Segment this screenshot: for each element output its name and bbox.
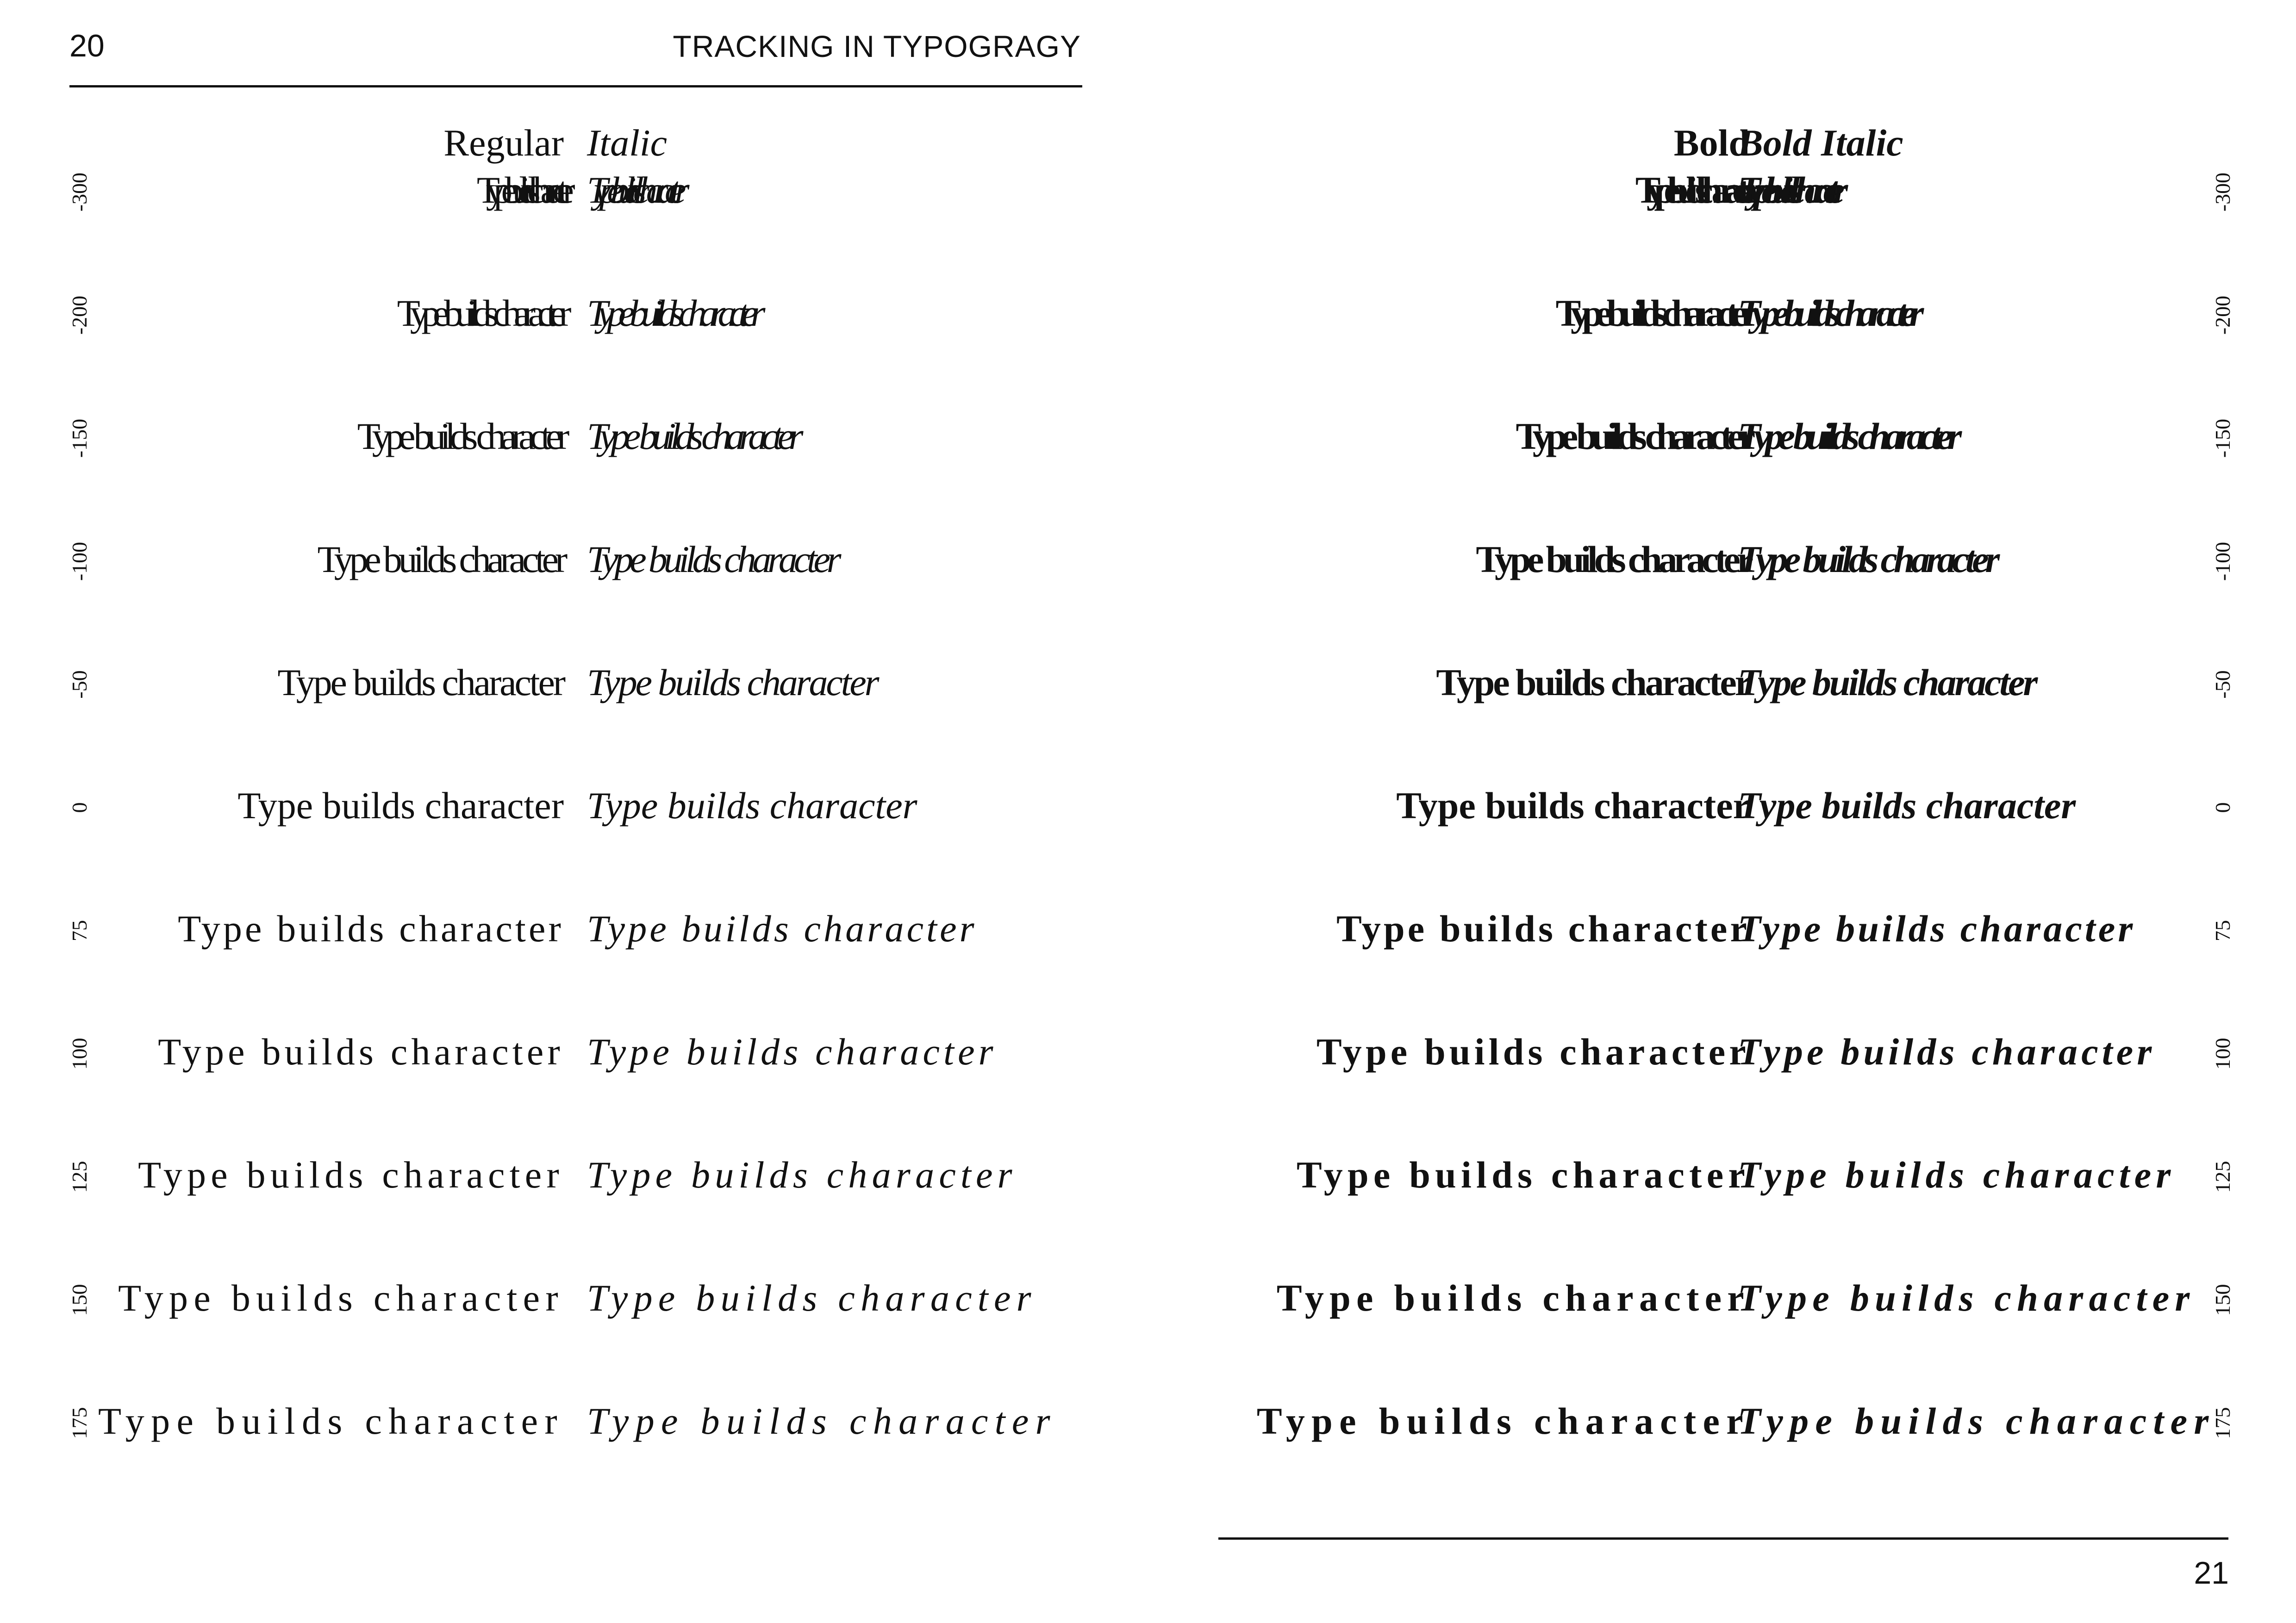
tracking-label-right--150: -150 — [2211, 418, 2234, 458]
tracking-label-left-0: 0 — [68, 802, 91, 813]
sample-bold-italic--150: Type builds character — [1738, 415, 1957, 457]
sample-italic-100: Type builds character — [587, 1031, 997, 1073]
tracking-label-left-150: 150 — [68, 1284, 91, 1316]
tracking-label-right-100: 100 — [2211, 1038, 2234, 1070]
tracking-label-right-0: 0 — [2211, 802, 2234, 813]
tracking-label-left--100: -100 — [68, 541, 91, 581]
tracking-label-left--300: -300 — [68, 172, 91, 212]
header-rule — [69, 85, 1082, 87]
sample-bold-75: Type builds character — [1336, 908, 1750, 950]
sample-regular--200: Type builds character — [397, 292, 564, 334]
sample-regular--300: Type builds character — [476, 169, 564, 211]
sample-regular--50: Type builds character — [277, 661, 564, 703]
sample-bold-italic--100: Type builds character — [1738, 538, 1997, 580]
tracking-label-right--200: -200 — [2211, 295, 2234, 335]
tracking-label-left--50: -50 — [68, 670, 91, 699]
tracking-label-right--300: -300 — [2211, 172, 2234, 212]
sample-regular-125: Type builds character — [138, 1154, 564, 1196]
sample-bold-100: Type builds character — [1316, 1031, 1750, 1073]
tracking-label-left-75: 75 — [68, 920, 91, 941]
sample-bold-italic-75: Type builds character — [1738, 908, 2136, 950]
tracking-label-right--100: -100 — [2211, 541, 2234, 581]
sample-bold-italic-100: Type builds character — [1738, 1031, 2156, 1073]
sample-italic-0: Type builds character — [587, 784, 917, 827]
sample-regular--150: Type builds character — [357, 415, 564, 457]
sample-italic-175: Type builds character — [587, 1400, 1057, 1442]
sample-bold-150: Type builds character — [1276, 1277, 1750, 1319]
page-number-left: 20 — [69, 28, 105, 63]
sample-italic-150: Type builds character — [587, 1277, 1037, 1319]
sample-regular-75: Type builds character — [178, 908, 564, 950]
column-head-regular: Regular — [443, 122, 564, 164]
sample-regular-175: Type builds character — [98, 1400, 564, 1442]
right-page — [1148, 0, 2296, 1623]
tracking-label-right--50: -50 — [2211, 670, 2234, 699]
column-head-italic: Italic — [587, 122, 668, 164]
sample-italic-75: Type builds character — [587, 908, 977, 950]
sample-italic--50: Type builds character — [587, 661, 878, 703]
sample-regular-100: Type builds character — [158, 1031, 564, 1073]
tracking-label-right-175: 175 — [2211, 1407, 2234, 1439]
sample-italic--150: Type builds character — [587, 415, 798, 457]
tracking-label-left-125: 125 — [68, 1161, 91, 1193]
sample-bold-0: Type builds character — [1396, 784, 1750, 827]
running-head: TRACKING IN TYPOGRAGY — [673, 29, 1081, 63]
tracking-label-left--200: -200 — [68, 295, 91, 335]
sample-italic-125: Type builds character — [587, 1154, 1017, 1196]
column-head-bold-italic: Bold Italic — [1738, 122, 1903, 164]
sample-bold-italic-125: Type builds character — [1738, 1154, 2176, 1196]
sample-regular-0: Type builds character — [237, 784, 564, 827]
tracking-label-left-175: 175 — [68, 1407, 91, 1439]
page-number-right: 21 — [2194, 1555, 2229, 1591]
tracking-label-right-125: 125 — [2211, 1161, 2234, 1193]
sample-regular--100: Type builds character — [317, 538, 564, 580]
sample-bold-125: Type builds character — [1296, 1154, 1750, 1196]
sample-bold-italic-175: Type builds character — [1738, 1400, 2215, 1442]
sample-bold--200: Type builds character — [1555, 292, 1750, 334]
sample-bold-italic--50: Type builds character — [1738, 661, 2036, 703]
sample-italic--300: Type builds character — [587, 169, 678, 211]
footer-rule — [1218, 1537, 2228, 1540]
sample-bold-italic--300: Type builds character — [1738, 169, 1837, 211]
sample-bold--100: Type builds character — [1476, 538, 1750, 580]
sample-bold-italic-150: Type builds character — [1738, 1277, 2196, 1319]
sample-italic--200: Type builds character — [587, 292, 758, 334]
sample-bold-italic--200: Type builds character — [1738, 292, 1916, 334]
sample-bold--150: Type builds character — [1516, 415, 1750, 457]
tracking-label-right-150: 150 — [2211, 1284, 2234, 1316]
sample-bold-italic-0: Type builds character — [1738, 784, 2076, 827]
tracking-label-left-100: 100 — [68, 1038, 91, 1070]
sample-regular-150: Type builds character — [118, 1277, 564, 1319]
sample-bold-175: Type builds character — [1256, 1400, 1750, 1442]
sample-italic--100: Type builds character — [587, 538, 838, 580]
sample-bold--50: Type builds character — [1436, 661, 1750, 703]
sample-bold--300: Type builds character — [1635, 169, 1750, 211]
column-head-bold: Bold — [1673, 122, 1750, 164]
tracking-label-left--150: -150 — [68, 418, 91, 458]
tracking-label-right-75: 75 — [2211, 920, 2234, 941]
